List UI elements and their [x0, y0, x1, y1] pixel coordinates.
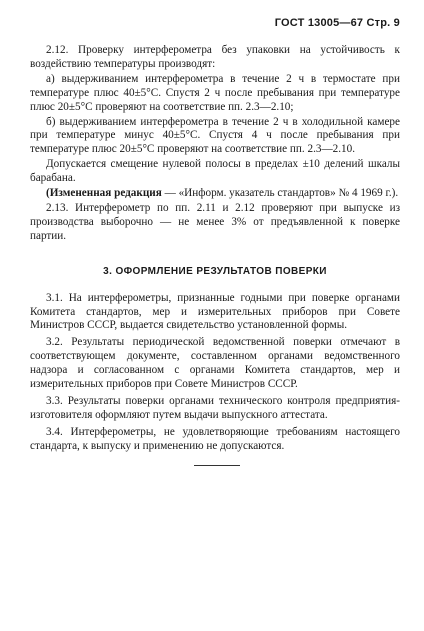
- section-heading: 3. ОФОРМЛЕНИЕ РЕЗУЛЬТАТОВ ПОВЕРКИ: [103, 265, 327, 277]
- document-body: [30, 44, 400, 454]
- paragraph-2-12: 2.12. Проверку интерферометра без упаковки на устойчивость к воздействию температуры производят:: [30, 44, 400, 70]
- paragraph-3-3: 3.3. Результаты поверки органами технического контроля предприятия-изготовителя оформляют путем выдачи выпускного аттестата.: [30, 394, 400, 421]
- paragraph-3-1: 3.1. На интерферометры, признанные годными при поверке органами Комитета стандартов, мер и измерительных приборов при Совете Министров СССР, выдается свидетельство установленной формы.: [30, 291, 400, 332]
- paragraph-2-12-note: Допускается смещение нулевой полосы в пределах ±10 делений шкалы барабана.: [30, 158, 400, 185]
- edition-note-reference: — «Информ. указатель стандартов» № 4 1969 г.).: [161, 187, 399, 200]
- edition-note: [30, 187, 400, 201]
- page-header: ГОСТ 13005—67 Стр. 9: [274, 17, 400, 29]
- paragraph-3-4: 3.4. Интерферометры, не удовлетворяющие требованиям настоящего стандарта, к выпуску и применению не допускаются.: [30, 425, 400, 452]
- paragraph-2-12-b: б) выдерживанием интерферометра в течение 2 ч в холодильной камере при температуре минус 40±5°С. Спустя 4 ч после пребывания при температуре плюс 20±5°С проверяют на соответствие пп. 2.3—2.10.: [30, 115, 400, 156]
- paragraph-2-13: 2.13. Интерферометр по пп. 2.11 и 2.12 проверяют при выпуске из производства выборочно — не менее 3% от предъявленной к поверке партии.: [30, 201, 400, 242]
- paragraph-2-12-a: а) выдерживанием интерферометра в течение 2 ч в термостате при температуре плюс 40±5°С. Спустя 2 ч после пребывания при температуре плюс 20±5°С проверяют на соответствие пп. 2.3—2.10;: [30, 72, 400, 113]
- edition-note-label: (Измененная редакция: [46, 187, 162, 200]
- end-rule: [194, 465, 240, 466]
- paragraph-3-2: 3.2. Результаты периодической ведомственной поверки отмечают в соответствующем документе, составленном органами ведомственного надзора и согласованном с органами Комитета стандартов, мер и измерительных приборов при Совете Министров СССР.: [30, 336, 400, 391]
